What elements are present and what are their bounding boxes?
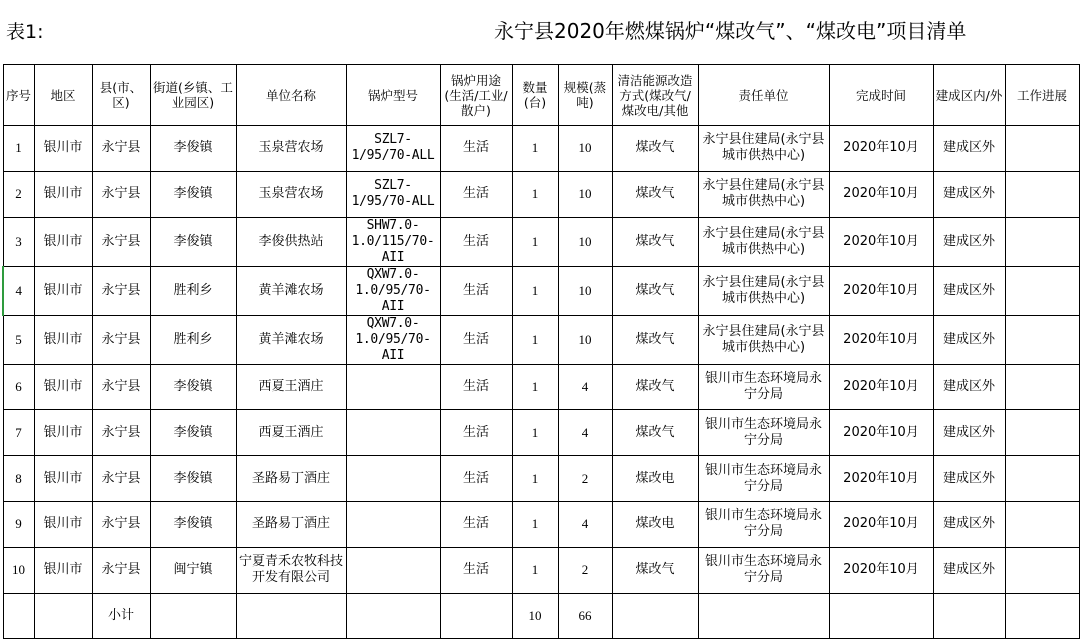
cell-county: 永宁县 (92, 364, 150, 410)
header-row (3, 65, 1079, 126)
cell-street: 李俊镇 (150, 217, 236, 266)
subtotal-cell (1005, 593, 1079, 638)
cell-street: 胜利乡 (150, 315, 236, 364)
subtotal-cell (236, 593, 346, 638)
cell-conversion: 煤改电 (612, 456, 698, 502)
cell-street: 李俊镇 (150, 501, 236, 547)
cell-county: 永宁县 (92, 266, 150, 315)
cell-unit-name: 圣路易丁酒庄 (236, 456, 346, 502)
subtotal-cell (3, 593, 34, 638)
col-header-completion: 完成时间 (829, 65, 933, 126)
cell-responsible: 银川市生态环境局永宁分局 (698, 501, 829, 547)
cell-responsible: 永宁县住建局(永宁县城市供热中心) (698, 171, 829, 217)
col-header-scale: 规模(蒸吨) (558, 65, 612, 126)
cell-progress (1005, 126, 1079, 172)
col-header-conversion: 清洁能源改造方式(煤改气/煤改电/其他 (612, 65, 698, 126)
cell-boiler-model: SZL7-1/95/70-ALL (346, 126, 440, 172)
cell-unit-name: 西夏王酒庄 (236, 410, 346, 456)
cell-scale: 10 (558, 217, 612, 266)
cell-county: 永宁县 (92, 217, 150, 266)
subtotal-cell (698, 593, 829, 638)
cell-completion: 2020年10月 (829, 364, 933, 410)
cell-count: 1 (512, 266, 558, 315)
cell-index: 5 (3, 315, 34, 364)
cell-index: 6 (3, 364, 34, 410)
cell-boiler-model (346, 501, 440, 547)
cell-county: 永宁县 (92, 410, 150, 456)
cell-built-area: 建成区外 (933, 171, 1005, 217)
cell-conversion: 煤改气 (612, 171, 698, 217)
col-header-county: 县(市、区) (92, 65, 150, 126)
cell-county: 永宁县 (92, 456, 150, 502)
cell-boiler-model (346, 547, 440, 593)
cell-count: 1 (512, 126, 558, 172)
cell-unit-name: 宁夏青禾农牧科技开发有限公司 (236, 547, 346, 593)
cell-street: 李俊镇 (150, 410, 236, 456)
cell-index: 2 (3, 171, 34, 217)
col-header-region: 地区 (34, 65, 92, 126)
cell-count: 1 (512, 410, 558, 456)
cell-boiler-model (346, 364, 440, 410)
cell-boiler-use: 生活 (440, 266, 512, 315)
cell-completion: 2020年10月 (829, 126, 933, 172)
cell-index: 8 (3, 456, 34, 502)
cell-progress (1005, 501, 1079, 547)
table-row (3, 547, 1079, 593)
cell-county: 永宁县 (92, 126, 150, 172)
cell-unit-name: 玉泉营农场 (236, 171, 346, 217)
cell-boiler-model: QXW7.0-1.0/95/70-AII (346, 315, 440, 364)
subtotal-cell (933, 593, 1005, 638)
cell-region: 银川市 (34, 364, 92, 410)
cell-scale: 2 (558, 547, 612, 593)
cell-completion: 2020年10月 (829, 217, 933, 266)
table-row (3, 266, 1079, 315)
subtotal-cell (346, 593, 440, 638)
cell-progress (1005, 364, 1079, 410)
cell-conversion: 煤改电 (612, 501, 698, 547)
subtotal-cell (829, 593, 933, 638)
table-row (3, 126, 1079, 172)
cell-progress (1005, 315, 1079, 364)
cell-scale: 10 (558, 171, 612, 217)
table-row (3, 410, 1079, 456)
cell-boiler-use: 生活 (440, 171, 512, 217)
subtotal-cell (34, 593, 92, 638)
cell-conversion: 煤改气 (612, 126, 698, 172)
cell-boiler-model: SZL7-1/95/70-ALL (346, 171, 440, 217)
col-header-unit-name: 单位名称 (236, 65, 346, 126)
table-body (3, 126, 1079, 639)
cell-street: 闽宁镇 (150, 547, 236, 593)
cell-scale: 10 (558, 126, 612, 172)
subtotal-row (3, 593, 1079, 638)
cell-responsible: 永宁县住建局(永宁县城市供热中心) (698, 217, 829, 266)
col-header-built-area: 建成区内/外 (933, 65, 1005, 126)
cell-progress (1005, 547, 1079, 593)
cell-boiler-use: 生活 (440, 410, 512, 456)
cell-responsible: 永宁县住建局(永宁县城市供热中心) (698, 266, 829, 315)
table-row (3, 217, 1079, 266)
cell-built-area: 建成区外 (933, 547, 1005, 593)
cell-built-area: 建成区外 (933, 364, 1005, 410)
cell-scale: 2 (558, 456, 612, 502)
cell-region: 银川市 (34, 547, 92, 593)
cell-conversion: 煤改气 (612, 410, 698, 456)
col-header-progress: 工作进展 (1005, 65, 1079, 126)
cell-count: 1 (512, 501, 558, 547)
cell-progress (1005, 266, 1079, 315)
cell-street: 李俊镇 (150, 456, 236, 502)
table-row (3, 456, 1079, 502)
cell-region: 银川市 (34, 315, 92, 364)
cell-unit-name: 西夏王酒庄 (236, 364, 346, 410)
cell-unit-name: 李俊供热站 (236, 217, 346, 266)
cell-count: 1 (512, 217, 558, 266)
cell-built-area: 建成区外 (933, 410, 1005, 456)
cell-street: 李俊镇 (150, 126, 236, 172)
cell-responsible: 银川市生态环境局永宁分局 (698, 410, 829, 456)
col-header-responsible: 责任单位 (698, 65, 829, 126)
cell-scale: 4 (558, 410, 612, 456)
cell-boiler-use: 生活 (440, 547, 512, 593)
subtotal-cell (150, 593, 236, 638)
cell-region: 银川市 (34, 456, 92, 502)
cell-boiler-use: 生活 (440, 364, 512, 410)
cell-count: 1 (512, 547, 558, 593)
cell-scale: 10 (558, 315, 612, 364)
cell-unit-name: 黄羊滩农场 (236, 315, 346, 364)
col-header-boiler-model: 锅炉型号 (346, 65, 440, 126)
cell-region: 银川市 (34, 217, 92, 266)
cell-county: 永宁县 (92, 547, 150, 593)
col-header-index: 序号 (3, 65, 34, 126)
col-header-count: 数量(台) (512, 65, 558, 126)
cell-boiler-use: 生活 (440, 501, 512, 547)
cell-progress (1005, 456, 1079, 502)
subtotal-cell (440, 593, 512, 638)
cell-boiler-use: 生活 (440, 217, 512, 266)
cell-completion: 2020年10月 (829, 456, 933, 502)
cell-county: 永宁县 (92, 501, 150, 547)
cell-region: 银川市 (34, 171, 92, 217)
cell-progress (1005, 217, 1079, 266)
cell-index: 1 (3, 126, 34, 172)
cell-built-area: 建成区外 (933, 456, 1005, 502)
cell-completion: 2020年10月 (829, 410, 933, 456)
cell-completion: 2020年10月 (829, 266, 933, 315)
table-label: 表1: (6, 21, 44, 43)
cell-index: 3 (3, 217, 34, 266)
cell-responsible: 银川市生态环境局永宁分局 (698, 547, 829, 593)
table-row (3, 171, 1079, 217)
cell-built-area: 建成区外 (933, 315, 1005, 364)
cell-county: 永宁县 (92, 315, 150, 364)
subtotal-cell (612, 593, 698, 638)
cell-boiler-use: 生活 (440, 315, 512, 364)
cell-scale: 4 (558, 501, 612, 547)
cell-region: 银川市 (34, 410, 92, 456)
cell-progress (1005, 410, 1079, 456)
cell-conversion: 煤改气 (612, 547, 698, 593)
cell-conversion: 煤改气 (612, 266, 698, 315)
document-header (0, 0, 1080, 64)
boiler-project-table (2, 64, 1080, 639)
cell-street: 胜利乡 (150, 266, 236, 315)
cell-boiler-model: SHW7.0-1.0/115/70-AII (346, 217, 440, 266)
cell-unit-name: 圣路易丁酒庄 (236, 501, 346, 547)
cell-index: 7 (3, 410, 34, 456)
cell-scale: 4 (558, 364, 612, 410)
cell-region: 银川市 (34, 266, 92, 315)
col-header-boiler-use: 锅炉用途(生活/工业/散户) (440, 65, 512, 126)
cell-unit-name: 黄羊滩农场 (236, 266, 346, 315)
subtotal-label: 小计 (92, 593, 150, 638)
cell-conversion: 煤改气 (612, 315, 698, 364)
cell-unit-name: 玉泉营农场 (236, 126, 346, 172)
table-row (3, 315, 1079, 364)
table-row (3, 364, 1079, 410)
cell-count: 1 (512, 456, 558, 502)
cell-built-area: 建成区外 (933, 126, 1005, 172)
cell-street: 李俊镇 (150, 364, 236, 410)
cell-responsible: 银川市生态环境局永宁分局 (698, 456, 829, 502)
cell-boiler-model (346, 410, 440, 456)
cell-street: 李俊镇 (150, 171, 236, 217)
cell-region: 银川市 (34, 501, 92, 547)
cell-index: 4 (3, 266, 34, 315)
cell-boiler-model: QXW7.0-1.0/95/70-AII (346, 266, 440, 315)
cell-built-area: 建成区外 (933, 217, 1005, 266)
cell-built-area: 建成区外 (933, 501, 1005, 547)
subtotal-count: 10 (512, 593, 558, 638)
cell-count: 1 (512, 171, 558, 217)
cell-responsible: 永宁县住建局(永宁县城市供热中心) (698, 315, 829, 364)
table-row (3, 501, 1079, 547)
cell-county: 永宁县 (92, 171, 150, 217)
cell-boiler-model (346, 456, 440, 502)
cell-region: 银川市 (34, 126, 92, 172)
cell-boiler-use: 生活 (440, 126, 512, 172)
cell-responsible: 永宁县住建局(永宁县城市供热中心) (698, 126, 829, 172)
cell-responsible: 银川市生态环境局永宁分局 (698, 364, 829, 410)
cell-boiler-use: 生活 (440, 456, 512, 502)
cell-built-area: 建成区外 (933, 266, 1005, 315)
cell-completion: 2020年10月 (829, 501, 933, 547)
document-title: 永宁县2020年燃煤锅炉“煤改气”、“煤改电”项目清单 (494, 19, 967, 43)
cell-conversion: 煤改气 (612, 217, 698, 266)
cell-scale: 10 (558, 266, 612, 315)
cell-completion: 2020年10月 (829, 547, 933, 593)
col-header-street: 街道(乡镇、工业园区) (150, 65, 236, 126)
cell-completion: 2020年10月 (829, 171, 933, 217)
cell-conversion: 煤改气 (612, 364, 698, 410)
cell-count: 1 (512, 364, 558, 410)
cell-count: 1 (512, 315, 558, 364)
cell-completion: 2020年10月 (829, 315, 933, 364)
cell-progress (1005, 171, 1079, 217)
cell-index: 10 (3, 547, 34, 593)
subtotal-scale: 66 (558, 593, 612, 638)
cell-index: 9 (3, 501, 34, 547)
